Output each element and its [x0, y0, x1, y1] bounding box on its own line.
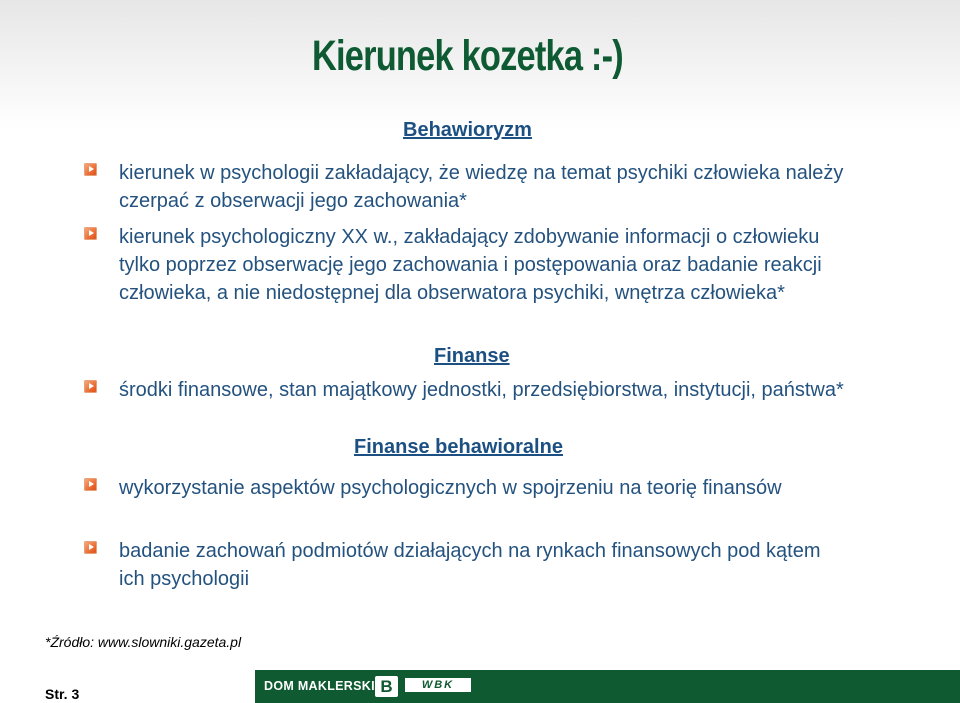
bullet-text: wykorzystanie aspektów psychologicznych w spojrzeniu na teorię finansów — [119, 477, 782, 499]
footer-brand-bar — [255, 670, 960, 703]
heading-behaviorism: Behawioryzm — [403, 119, 532, 141]
arrow-bullet-icon — [84, 541, 97, 554]
arrow-bullet-icon — [84, 163, 97, 176]
page-number: Str. 3 — [45, 686, 80, 702]
arrow-bullet-icon — [84, 227, 97, 240]
heading-finance: Finanse — [434, 345, 510, 367]
bullet-text: środki finansowe, stan majątkowy jednostki, przedsiębiorstwa, instytucji, państwa* — [119, 379, 844, 401]
bullet-text: kierunek psychologiczny XX w., zakładający zdobywanie informacji o człowieku tylko poprzez obserwację jego zachowania i postępowania oraz badanie reakcji człowieka, a nie niedostępnej dla obserwatora psychiki, wnętrza człowieka* — [119, 226, 822, 304]
arrow-bullet-icon — [84, 380, 97, 393]
bullet-text: badanie zachowań podmiotów działających na rynkach finansowych pod kątem ich psychologii — [119, 540, 821, 590]
arrow-bullet-icon — [84, 478, 97, 491]
bullet-text: kierunek w psychologii zakładający, że wiedzę na temat psychiki człowieka należy czerpać z obserwacji jego zachowania* — [119, 162, 844, 212]
source-footnote: *Źródło: www.slowniki.gazeta.pl — [45, 634, 242, 650]
bzwbk-logo-icon: B — [375, 676, 398, 697]
wbk-wordmark: WBK — [405, 678, 471, 692]
heading-behavioral-finance: Finanse behawioralne — [354, 436, 563, 458]
brand-name: DOM MAKLERSKI — [264, 679, 375, 693]
slide-title: Kierunek kozetka :-) — [312, 32, 623, 80]
